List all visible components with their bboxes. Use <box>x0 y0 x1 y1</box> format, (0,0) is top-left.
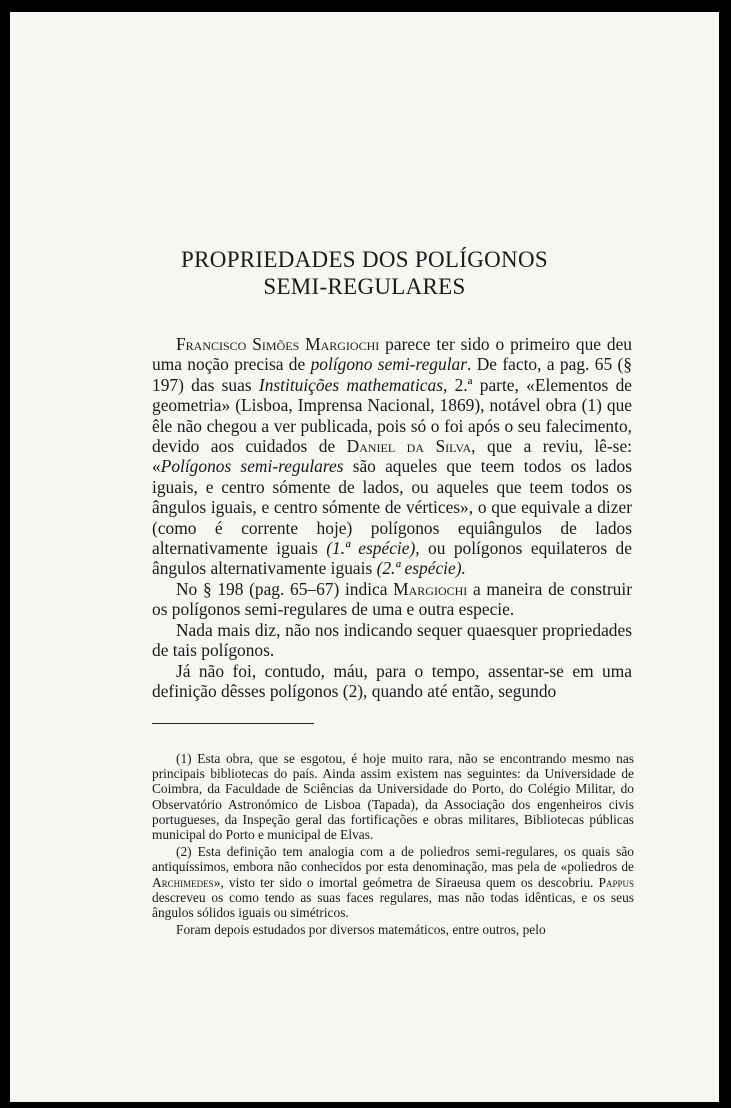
paragraph-1-text-2: . De facto, a pag. 65 (§ 197) das suas <box>152 354 632 395</box>
footnote-2-text-3: descreveu os como tendo as suas faces regulares, mas não todas idênticas, e os seus ângulos sólidos iguais ou simétricos. <box>152 889 634 921</box>
book-title: Instituições mathematicas, <box>258 374 448 395</box>
margiochi-name: Margiochi <box>393 578 468 599</box>
paragraph-1-text-5: são aqueles que teem todos os lados iguais, e centro sómente de lados, ou aqueles que teem todos os ângulos iguais, e centro sómente de vértices», o que equivale a dizer (como é corrente hoje) polígonos equiângulos de lados alternativamente iguais <box>152 456 632 559</box>
paragraph-1-text-6: ou polígonos equilateros de ângulos alternativamente iguais <box>152 538 632 579</box>
article-body <box>152 334 632 701</box>
footnote-continuation: Foram depois estudados por diversos matemáticos, entre outros, pelo <box>176 922 546 938</box>
quoted-term: Polígonos semi-regulares <box>160 456 344 477</box>
title-line-1: PROPRIEDADES DOS POLÍGONOS <box>181 247 548 272</box>
footnote-2-text-1: (2) Esta definição tem analogia com a de poliedros semi-regulares, os quais são antiquíssimos, embora não conhecidos por esta denominação, mas pela de «poliedros de <box>152 844 634 875</box>
paragraph-2 <box>152 579 632 620</box>
paragraph-1-text-3: 2.ª parte, «Elementos de geometria» (Lisboa, Imprensa Nacional, 1869), notável obra (1) que êle não chegou a ver publicada, pois só o foi após o seu falecimento, devido aos cuidados de <box>152 374 632 457</box>
term-poligono: polígono semi-regular <box>310 354 467 375</box>
paragraph-1-text-1: parece ter sido o primeiro que deu uma noção precisa de <box>152 334 632 375</box>
footnote-1: (1) Esta obra, que se esgotou, é hoje muito rara, não se encontrando mesmo nas principais bibliotecas do país. Ainda assim existem nas seguintes: da Universidade de Coimbra, da Faculdade de Sciências da Universidade do Porto, do Colégio Militar, do Observatório Astronómico de Lisboa (Tapada), da Associação dos engenheiros civis portugueses, da Inspeção geral das fortificações e obras militares, Bibliotecas públicas municipal do Porto e municipal de Elvas. <box>152 751 634 843</box>
paragraph-2-text-2: a maneira de construir os polígonos semi-regulares de uma e outra especie. <box>152 578 632 620</box>
author-name: Francisco Simões Margiochi <box>176 334 380 354</box>
archimedes-name: Archimedes <box>152 874 214 890</box>
second-species: (2.ª espécie). <box>376 558 466 579</box>
footnotes <box>152 751 634 939</box>
paragraph-2-text-1: No § 198 (pag. 65–67) indica <box>176 578 394 599</box>
first-species: (1.ª espécie), <box>326 538 420 559</box>
article-title <box>10 246 719 300</box>
paragraph-3: Nada mais diz, não nos indicando sequer quaesquer propriedades de tais polígonos. <box>152 619 632 661</box>
footnote-2 <box>152 844 634 920</box>
paragraph-4: Já não foi, contudo, máu, para o tempo, assentar-se em uma definição dêsses polígonos (2), quando até então, segundo <box>152 660 632 701</box>
page <box>10 12 719 1102</box>
footnote-rule <box>152 723 314 724</box>
pappus-name: Pappus <box>598 874 634 890</box>
paragraph-1-text-4: , que a reviu, lê-se: « <box>152 436 632 477</box>
footnote-2-text-2: », visto ter sido o imortal geómetra de Siraeusa quem os descobriu. <box>213 874 599 890</box>
reviser-name: Daniel da Silva <box>346 436 472 457</box>
title-line-2: SEMI-REGULARES <box>263 274 466 299</box>
paragraph-1 <box>152 334 632 579</box>
